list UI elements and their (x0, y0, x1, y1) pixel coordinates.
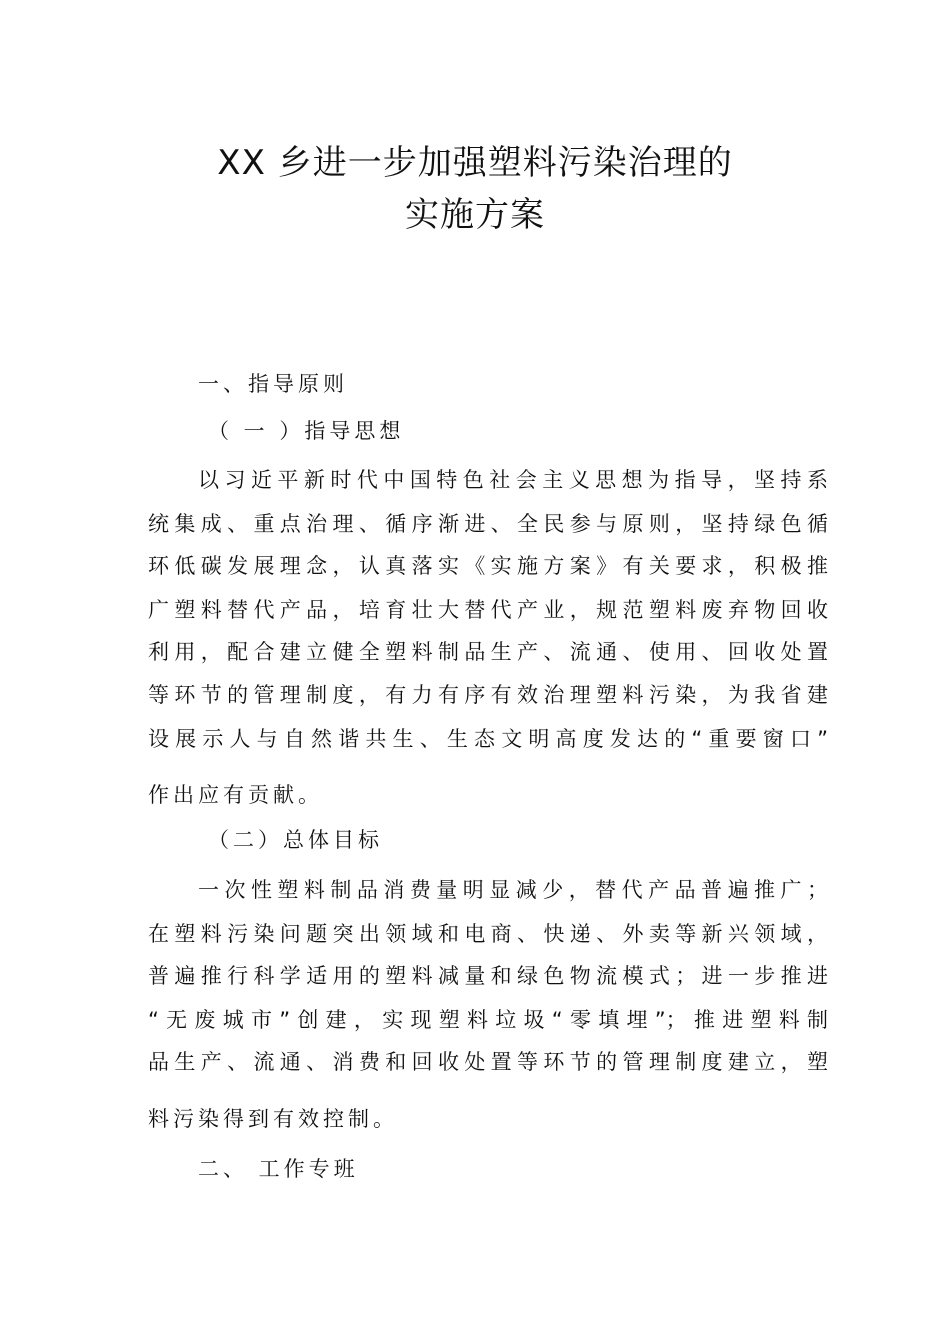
paragraph-1-line: 等环节的管理制度，有力有序有效治理塑料污染，为我省建 (148, 683, 828, 707)
paragraph-2-line: 一次性塑料制品消费量明显减少，替代产品普遍推广； (198, 878, 828, 902)
paragraph-1-line: 广塑料替代产品，培育壮大替代产业，规范塑料废弃物回收 (148, 598, 828, 622)
paragraph-2-line: “无废城市”创建，实现塑料垃圾“零填埋”；推进塑料制 (148, 1008, 828, 1032)
subsection-heading-guiding-ideology: （ 一 ）指导思想 (208, 419, 405, 443)
document-title-line-1: XX 乡进一步加强塑料污染治理的 (217, 143, 733, 183)
paragraph-1-line: 作出应有贡献。 (148, 783, 323, 807)
section-heading-work-team: 二、 工作专班 (198, 1157, 359, 1181)
paragraph-1-line: 设展示人与自然谐共生、生态文明高度发达的“重要窗口” (148, 727, 828, 751)
paragraph-1-line: 统集成、重点治理、循序渐进、全民参与原则，坚持绿色循 (148, 512, 828, 536)
paragraph-1-line: 利用，配合建立健全塑料制品生产、流通、使用、回收处置 (148, 640, 828, 664)
section-heading-guiding-principles: 一、指导原则 (198, 372, 348, 396)
paragraph-1-line: 以习近平新时代中国特色社会主义思想为指导，坚持系 (198, 468, 828, 492)
paragraph-2-line: 料污染得到有效控制。 (148, 1107, 398, 1131)
document-title-line-2: 实施方案 (405, 195, 545, 235)
subsection-heading-overall-goals: （二）总体目标 (208, 828, 383, 852)
paragraph-2-line: 在塑料污染问题突出领域和电商、快递、外卖等新兴领域， (148, 922, 828, 946)
paragraph-2-line: 品生产、流通、消费和回收处置等环节的管理制度建立，塑 (148, 1050, 828, 1074)
paragraph-2-line: 普遍推行科学适用的塑料减量和绿色物流模式；进一步推进 (148, 964, 828, 988)
paragraph-1-line: 环低碳发展理念，认真落实《实施方案》有关要求，积极推 (148, 554, 828, 578)
